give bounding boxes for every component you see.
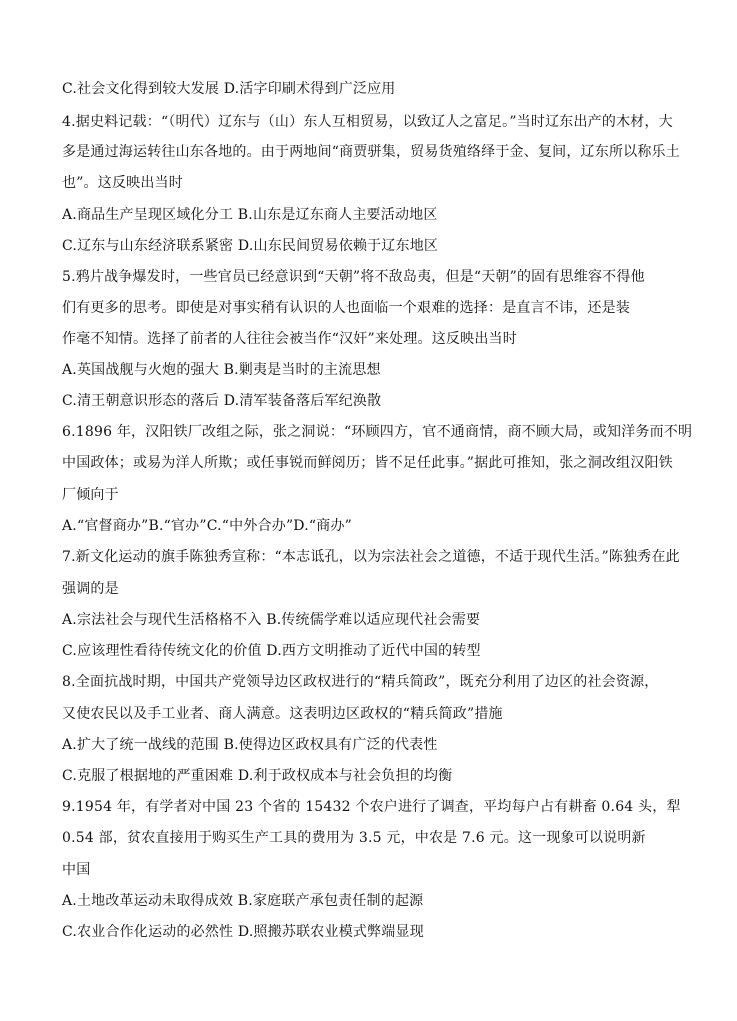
- text-line-q6-stem-3: 厂倾向于: [62, 487, 119, 503]
- text-line-q8-option-ab: A.扩大了统一战线的范围 B.使得边区政权具有广泛的代表性: [62, 737, 438, 753]
- text-line-q5-option-ab: A.英国战舰与火炮的强大 B.剿夷是当时的主流思想: [62, 362, 381, 378]
- text-line-q9-option-cd: C.农业合作化运动的必然性 D.照搬苏联农业模式弊端显现: [62, 924, 424, 940]
- text-line-q6-options: A.“官督商办”B.“官办”C.“中外合办”D.“商办”: [62, 518, 352, 534]
- text-line-q5-stem-1: 5.鸦片战争爆发时，一些官员已经意识到“天朝”将不敌岛夷，但是“天朝”的固有思维容不得他: [62, 269, 645, 285]
- text-line-q9-option-ab: A.土地改革运动未取得成效 B.家庭联产承包责任制的起源: [62, 893, 424, 909]
- text-line-q5-option-cd: C.清王朝意识形态的落后 D.清军装备落后军纪涣散: [62, 393, 382, 409]
- text-line-q4-option-ab: A.商品生产呈现区域化分工 B.山东是辽东商人主要活动地区: [62, 207, 438, 223]
- text-line-q7-option-cd: C.应该理性看待传统文化的价值 D.西方文明推动了近代中国的转型: [62, 643, 481, 659]
- text-line-q4-stem-3: 也”。这反映出当时: [62, 175, 183, 191]
- text-line-q5-stem-2: 们有更多的思考。即使是对事实稍有认识的人也面临一个艰难的选择：是直言不讳，还是装: [62, 300, 630, 316]
- text-line-q4-stem-1: 4.据史料记载：“（明代）辽东与（山）东人互相贸易，以致辽人之富足。”当时辽东出产的木材，大: [62, 114, 673, 130]
- text-line-q9-stem-1: 9.1954 年，有学者对中国 23 个省的 15432 个农户进行了调查，平均每户占有耕畜 0.64 头，犁: [62, 799, 681, 815]
- text-line-q5-stem-3: 作毫不知情。选择了前者的人往往会被当作“汉奸”来处理。这反映出当时: [62, 331, 517, 347]
- text-line-q4-option-cd: C.辽东与山东经济联系紧密 D.山东民间贸易依赖于辽东地区: [62, 238, 439, 254]
- text-line-q8-option-cd: C.克服了根据地的严重困难 D.利于政权成本与社会负担的均衡: [62, 768, 453, 784]
- text-line-q6-stem-1: 6.1896 年，汉阳铁厂改组之际，张之洞说：“环顾四方，官不通商情，商不顾大局，或知洋务而不明: [62, 424, 693, 440]
- text-line-q7-option-ab: A.宗法社会与现代生活格格不入 B.传统儒学难以适应现代社会需要: [62, 612, 481, 628]
- text-line-q6-stem-2: 中国政体；或易为洋人所欺；或任事锐而鲜阅历；皆不足任此事。”据此可推知，张之洞改组汉阳铁: [62, 455, 673, 471]
- text-line-option-prev-cd: C.社会文化得到较大发展 D.活字印刷术得到广泛应用: [62, 81, 396, 97]
- text-line-q7-stem-1: 7.新文化运动的旗手陈独秀宣称：“本志诋孔，以为宗法社会之道德，不适于现代生活。”陈独秀在此: [62, 549, 680, 565]
- text-line-q8-stem-1: 8.全面抗战时期，中国共产党领导边区政权进行的“精兵简政”，既充分利用了边区的社会资源，: [62, 674, 659, 690]
- text-line-q4-stem-2: 多是通过海运转往山东各地的。由于两地间“商贾骈集，贸易货殖络绎于金、复间，辽东所以称乐土: [62, 144, 680, 160]
- text-line-q9-stem-3: 中国: [62, 862, 91, 878]
- text-line-q8-stem-2: 又使农民以及手工业者、商人满意。这表明边区政权的“精兵简政”措施: [62, 706, 503, 722]
- text-line-q7-stem-2: 强调的是: [62, 581, 119, 597]
- text-line-q9-stem-2: 0.54 部，贫农直接用于购买生产工具的费用为 3.5 元，中农是 7.6 元。这一现象可以说明新: [62, 830, 646, 846]
